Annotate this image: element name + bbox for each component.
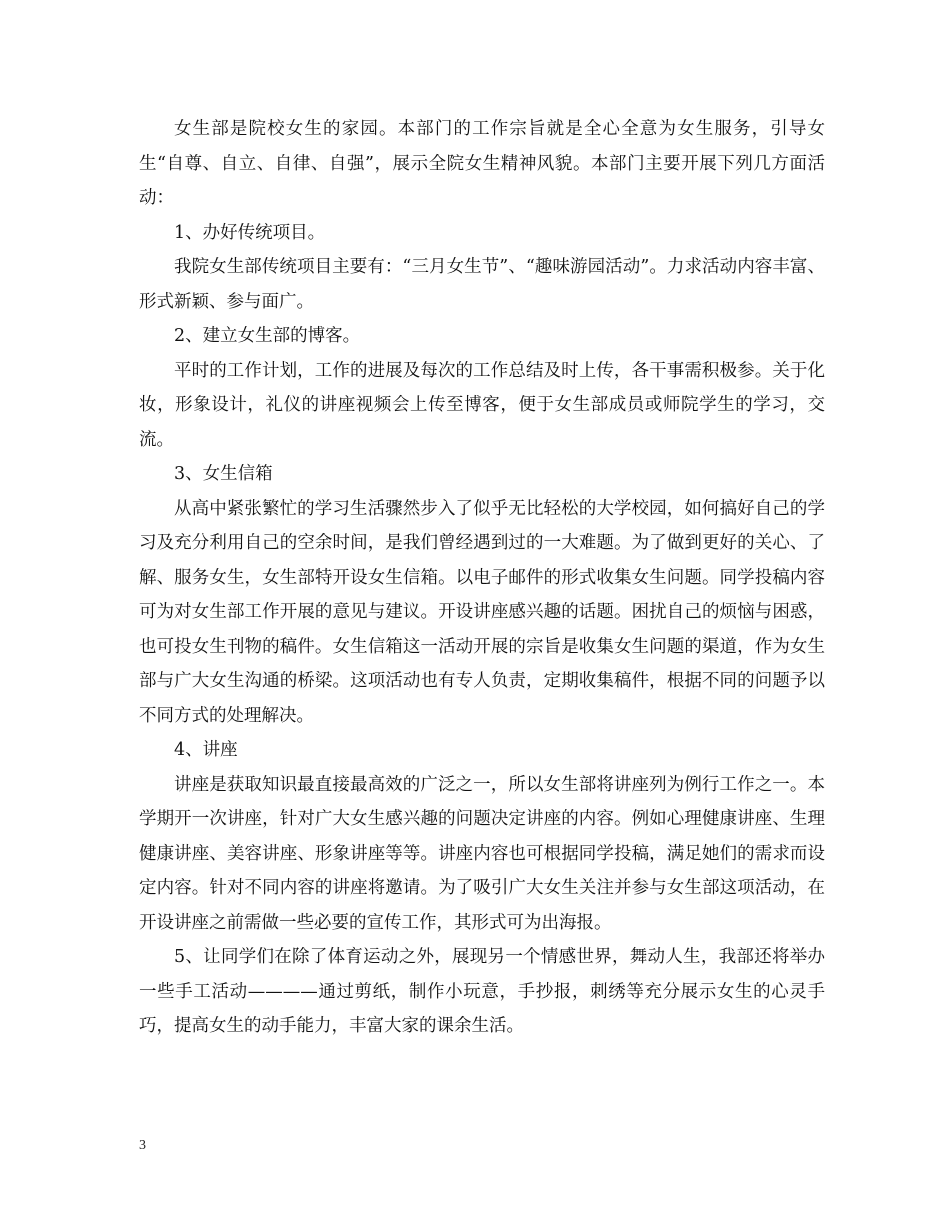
document-body (139, 112, 825, 1044)
traditional-projects-paragraph: 我院女生部传统项目主要有：“三月女生节”、“趣味游园活动”。力求活动内容丰富、形式新颖、参与面广。 (139, 257, 825, 312)
mailbox-paragraph: 从高中紧张繁忙的学习生活骤然步入了似乎无比轻松的大学校园，如何搞好自己的学习及充分利用自己的空余时间，是我们曾经遇到过的一大难题。为了做到更好的关心、了解、服务女生，女生部特开设女生信箱。以电子邮件的形式收集女生问题。同学投稿内容可为对女生部工作开展的意见与建议。开设讲座感兴趣的话题。困扰自己的烦恼与困惑，也可投女生刊物的稿件。女生信箱这一活动开展的宗旨是收集女生问题的渠道，作为女生部与广大女生沟通的桥梁。这项活动也有专人负责，定期收集稿件，根据不同的问题予以不同方式的处理解决。 (139, 498, 825, 726)
section-heading-lectures: 4、讲座 (174, 740, 238, 760)
blog-paragraph: 平时的工作计划，工作的进展及每次的工作总结及时上传，各干事需积极参。关于化妆，形象设计，礼仪的讲座视频会上传至博客，便于女生部成员或师院学生的学习，交流。 (139, 360, 825, 450)
handcraft-paragraph: 5、让同学们在除了体育运动之外，展现另一个情感世界，舞动人生，我部还将举办一些手工活动————通过剪纸，制作小玩意，手抄报，刺绣等充分展示女生的心灵手巧，提高女生的动手能力，丰富大家的课余生活。 (139, 947, 825, 1036)
lectures-paragraph: 讲座是获取知识最直接最高效的广泛之一，所以女生部将讲座列为例行工作之一。本学期开一次讲座，针对广大女生感兴趣的问题决定讲座的内容。例如心理健康讲座、生理健康讲座、美容讲座、形象讲座等等。讲座内容也可根据同学投稿，满足她们的需求而设定内容。针对不同内容的讲座将邀请。为了吸引广大女生关注并参与女生部这项活动，在开设讲座之前需做一些必要的宣传工作，其形式可为出海报。 (139, 774, 825, 933)
section-heading-mailbox: 3、女生信箱 (174, 464, 273, 484)
section-heading-blog: 2、建立女生部的博客。 (174, 326, 361, 346)
page-number: 3 (139, 1138, 146, 1153)
section-heading-traditional-projects: 1、办好传统项目。 (174, 222, 326, 243)
intro-paragraph: 女生部是院校女生的家园。本部门的工作宗旨就是全心全意为女生服务，引导女生“自尊、自立、自律、自强”，展示全院女生精神风貌。本部门主要开展下列几方面活动： (139, 119, 825, 208)
